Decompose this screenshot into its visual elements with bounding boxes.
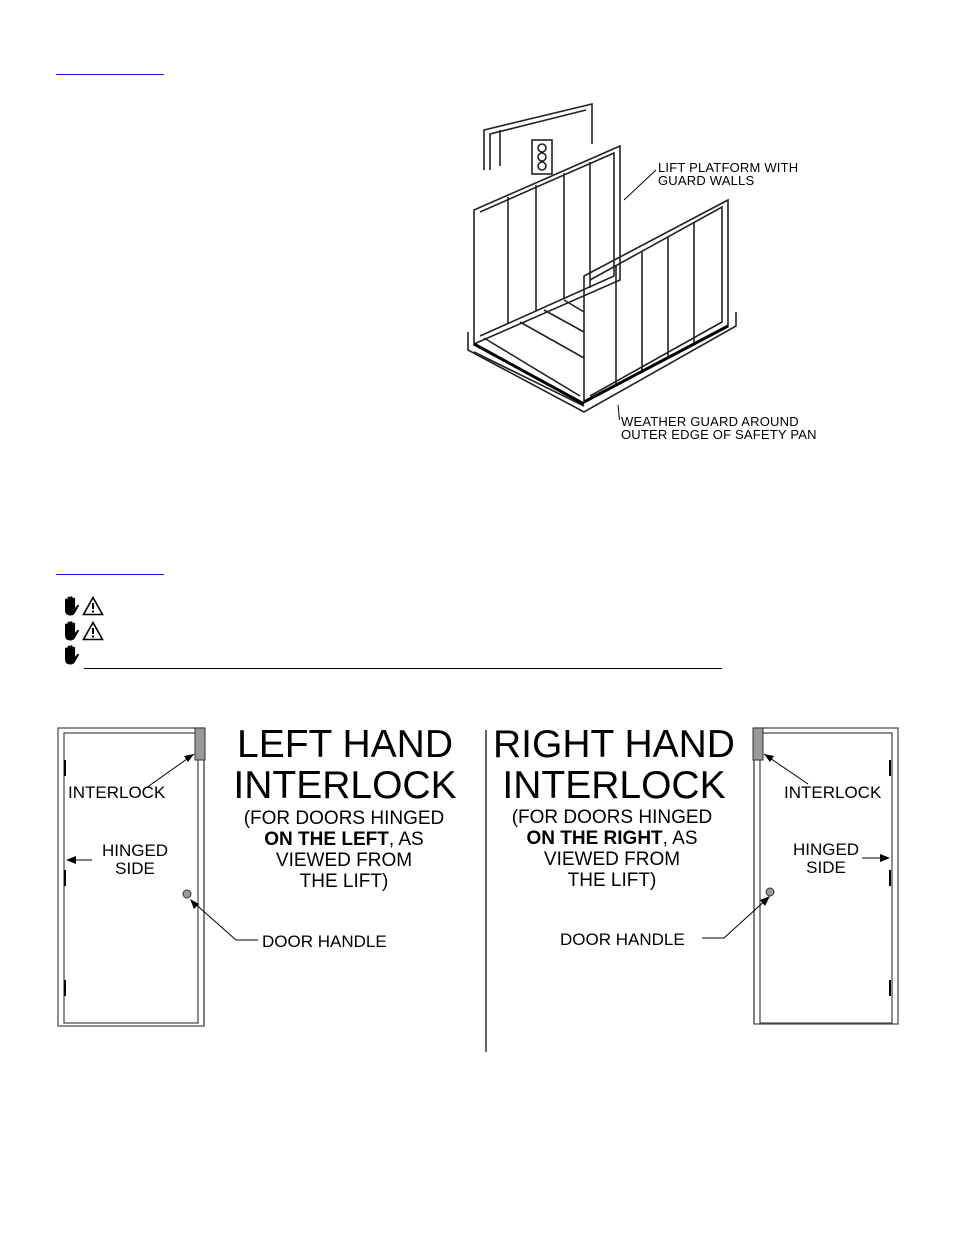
left-title: LEFT HAND INTERLOCK [233, 723, 457, 807]
left-interlock-label: INTERLOCK [68, 783, 166, 802]
left-door-handle [183, 890, 191, 898]
hand-stop-icon [62, 596, 80, 616]
left-hinged-side-label: HINGED SIDE [101, 841, 169, 878]
right-door-handle-label: DOOR HANDLE [560, 930, 685, 949]
warning-row-3 [62, 645, 80, 665]
lift-platform-illustration [460, 100, 760, 420]
callout-lift-platform: LIFT PLATFORM WITH GUARD WALLS [658, 160, 799, 188]
warning-triangle-icon [82, 621, 104, 641]
right-interlock-device [753, 728, 763, 760]
right-hinged-side-label: HINGED SIDE [792, 840, 860, 877]
right-subtitle-bold: ON THE RIGHT [526, 828, 663, 849]
left-subtitle: (FOR DOORS HINGED ON THE LEFT, AS VIEWED FROM THE LIFT) [243, 808, 445, 892]
interlock-diagram-graphics [0, 720, 954, 1060]
right-subtitle-after-bold: , AS [662, 828, 698, 849]
left-door-handle-label: DOOR HANDLE [262, 932, 387, 951]
right-title: RIGHT HAND INTERLOCK [493, 723, 735, 807]
warning-row-1 [62, 596, 104, 616]
hand-stop-icon [62, 621, 80, 641]
horizontal-rule [84, 668, 722, 669]
right-door-handle [766, 888, 774, 896]
left-interlock-device [195, 728, 205, 760]
right-interlock-label: INTERLOCK [784, 783, 882, 802]
callout-weather-guard: WEATHER GUARD AROUND OUTER EDGE OF SAFETY PAN [621, 414, 817, 442]
warning-triangle-icon [82, 596, 104, 616]
section-link-underline-1[interactable] [56, 74, 164, 75]
left-subtitle-bold: ON THE LEFT [264, 829, 389, 850]
warning-row-2 [62, 621, 104, 641]
hand-stop-icon [62, 645, 80, 665]
right-subtitle: (FOR DOORS HINGED ON THE RIGHT, AS VIEWED FROM THE LIFT) [511, 807, 713, 891]
left-subtitle-after-bold: , AS [388, 829, 424, 850]
section-link-underline-2[interactable] [56, 574, 164, 575]
